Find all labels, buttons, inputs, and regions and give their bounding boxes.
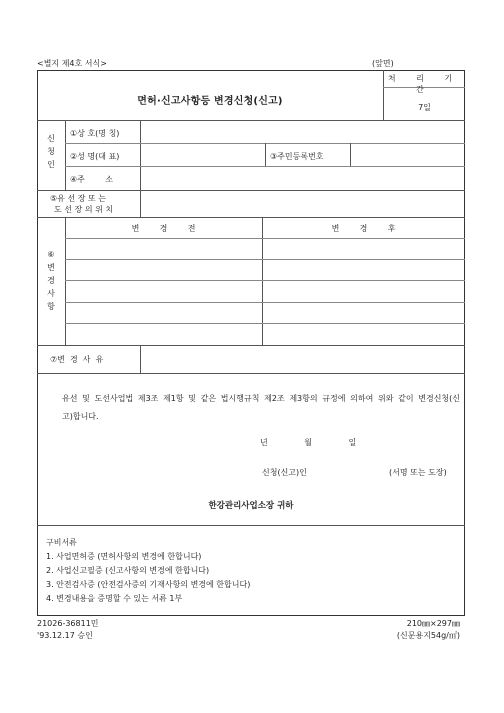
document-item: 1. 사업면허증 (면허사항의 변경에 한합니다) <box>46 552 202 561</box>
resident-number-label: ③주민등록번호 <box>270 152 324 161</box>
form-code: 21026-36811민 <box>37 619 99 628</box>
date-line: 년 월 일 <box>260 438 357 447</box>
row-line-applicant-top <box>37 120 465 121</box>
applicant-signature-label: 신청(신고)인 <box>262 468 307 477</box>
document-item: 3. 안전검사증 (안전검사증의 기재사항의 변경에 한합니다) <box>46 580 251 589</box>
row-line-changes-top <box>37 217 465 218</box>
paper-size: 210㎜×297㎜ <box>406 619 460 628</box>
change-row-2 <box>65 259 465 260</box>
changes-section-label: ⑥ 변 경 사 항 <box>47 250 55 311</box>
required-documents <box>46 536 250 606</box>
applicant-section-label: 신 청 인 <box>47 134 55 169</box>
location-label-2: 도 선 장 의 위 치 <box>54 205 114 214</box>
form-title: 면허·신고사항등 변경신청(신고) <box>137 96 283 107</box>
location-label-1: ⑤유 선 장 또 는 <box>50 194 106 203</box>
location-divider <box>140 190 141 217</box>
row-line-reason-top <box>37 345 465 346</box>
approval-date: '93.12.17 승인 <box>37 631 93 640</box>
processing-period-label: 처 리 기 간 <box>387 74 462 94</box>
change-reason-label: ⑦변 경 사 유 <box>50 355 104 364</box>
row-line-location-top <box>37 190 465 191</box>
id-divider-1 <box>265 143 266 166</box>
change-row-4 <box>65 302 465 303</box>
footer-left <box>37 618 99 642</box>
id-divider-2 <box>350 143 351 166</box>
business-name-label: ①상 호(명 칭) <box>70 129 120 138</box>
row-line-statement-top <box>37 373 465 374</box>
change-row-3 <box>65 280 465 281</box>
paper-type: (신문용지54g/㎡) <box>396 631 460 640</box>
row-line-2 <box>65 166 465 167</box>
document-item: 4. 변경내용을 증명할 수 있는 서류 1부 <box>46 594 183 603</box>
applicant-label-divider <box>65 120 66 190</box>
after-column-header: 변 경 후 <box>331 224 396 233</box>
change-row-1 <box>65 238 465 239</box>
application-statement: 유선 및 도선사업법 제3조 제1항 및 같은 법시행규칙 제2조 제3항의 규정에 의하여 위와 같이 변경신청(신고)합니다. <box>62 394 460 421</box>
document-item: 2. 사업신고필증 (신고사항의 변경에 한합니다) <box>46 566 210 575</box>
address-label: ④주 소 <box>70 175 113 184</box>
documents-heading: 구비서류 <box>46 538 77 547</box>
changes-label-divider <box>65 217 66 345</box>
before-column-header: 변 경 전 <box>131 224 196 233</box>
page-side: (앞면) <box>372 59 394 68</box>
applicant-field-divider <box>140 120 141 190</box>
reason-divider <box>140 345 141 373</box>
change-row-5 <box>65 323 465 324</box>
row-line-documents-top <box>37 525 465 526</box>
form-number: <별지 제4호 서식> <box>37 59 107 68</box>
processing-period-value: 7일 <box>418 103 431 112</box>
addressee: 한강관리사업소장 귀하 <box>208 501 294 511</box>
footer-right <box>332 618 460 642</box>
representative-name-label: ②성 명(대 표) <box>70 152 120 161</box>
signature-seal-note: (서명 또는 도장) <box>389 468 447 477</box>
changes-mid-divider <box>262 217 263 345</box>
